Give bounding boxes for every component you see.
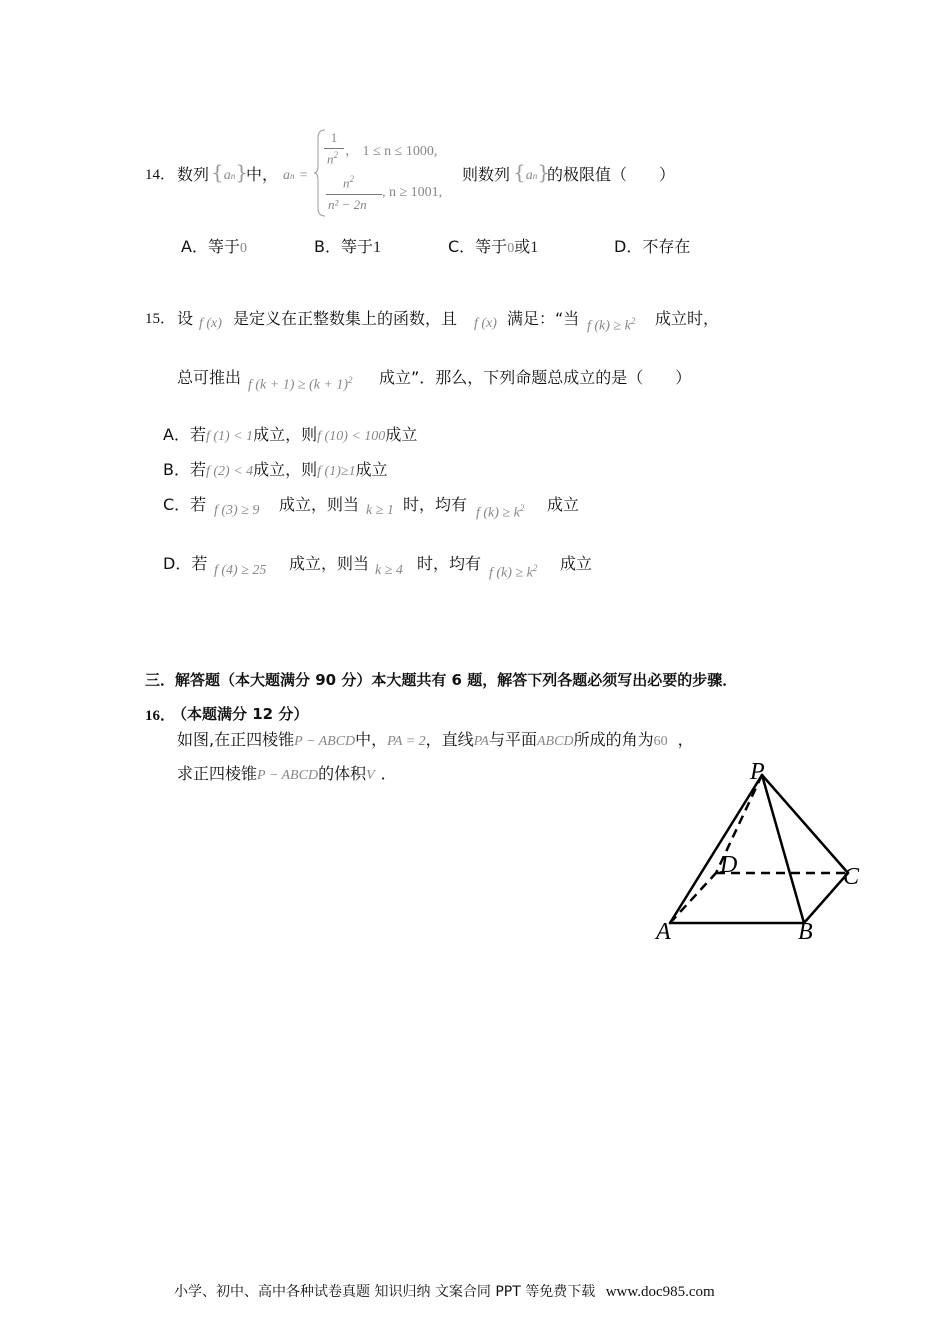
stem-text: 成立”．那么，下列命题总成立的是（ ） [379,368,692,387]
footer-text: 小学、初中、高中各种试卷真题 知识归纳 文案合同 PPT 等免费下载 [174,1284,596,1300]
question-number: 16． [145,708,176,724]
math-condition: k ≥ 4 [375,563,403,578]
stem-text: 成立时， [655,309,720,328]
section-heading: 三．解答题（本大题满分 90 分）本大题共有 6 题，解答下列各题必须写出必要的步骤． [145,671,738,689]
sequence-symbol: {an} [513,160,550,184]
math-condition: f $(k) \ge k^2$ [587,316,636,334]
score-note: （本题满分 12 分） [172,705,309,723]
case2-condition: , n ≥ 1001, [382,185,443,200]
stem-text: 成立，则当 [279,495,360,514]
question-number: 15． [145,311,176,327]
stem-text: 设 [177,309,194,328]
edge-pa [670,775,762,923]
stem-text: 成立 [560,554,593,573]
question-number: 14． [145,167,176,183]
math-condition: k ≥ 1 [366,503,394,518]
stem-text: 成立，则当 [289,554,370,573]
option-c: C．等于0或1 [448,237,539,256]
math-fx: f (x) [474,316,497,331]
math-condition: f (4) ≥ 25 [214,563,267,578]
stem-text: 是定义在正整数集上的函数，且 [233,309,458,328]
sequence-symbol: {an} [211,160,248,184]
option-b: B．若f (2) < 4成立，则f (1)≥1成立 [163,460,388,479]
vertex-label-p: P [750,759,765,785]
stem-text: 的极限值（ ） [547,165,676,184]
stem-text: 则数列 [462,165,511,184]
math-condition: f $(k + 1) \ge (k + 1)^2$ [248,375,353,393]
math-condition: f $(k) \ge k^2$ [476,503,525,521]
vertex-label-d: D [720,852,738,878]
footer-url[interactable]: www.doc985.com [605,1284,715,1300]
case1-condition: ， 1 ≤ n ≤ 1000, [345,144,438,159]
stem-text: 成立 [547,495,580,514]
case2-denominator: n² − 2n [328,197,367,212]
stem-text: 数列 [177,165,210,184]
option-c-label: C．若 [163,495,207,514]
stem-text: 中， [246,165,279,184]
math-fx: f (x) [199,316,222,331]
math-condition: f (3) ≥ 9 [214,503,260,518]
option-d: D．不存在 [614,237,691,256]
vertex-label-a: A [656,919,671,945]
stem-text: 总可推出 [177,368,242,387]
stem-text: 时，均有 [417,554,482,573]
case1-fraction: 1 [330,130,338,145]
option-a: A．等于0 [181,237,247,256]
edge-bc [804,873,848,923]
stem-text: 满足：“当 [507,309,580,328]
option-b: B．等于1 [314,237,381,256]
stem-text: 时，均有 [403,495,468,514]
pyramid-figure [640,755,870,950]
edge-ad-hidden [670,873,716,923]
footer [174,1281,715,1301]
option-d-label: D．若 [163,554,208,573]
an-symbol: an = [283,168,308,183]
option-a: A．若f (1) < 1成立，则f (10) < 100成立 [163,425,418,444]
case1-denominator: $n^2$ [327,150,338,167]
vertex-label-b: B [798,919,813,945]
problem-line-2: 求正四棱锥P − ABCD的体积V ． [177,764,397,783]
case2-numerator: $n^2$ [343,174,354,191]
vertex-label-c: C [843,864,860,890]
problem-line-1: 如图,在正四棱锥P − ABCD中，PA = 2，直线PA与平面ABCD所成的角为60 ， [177,730,694,749]
math-condition: f $(k) \ge k^2$ [489,563,538,581]
